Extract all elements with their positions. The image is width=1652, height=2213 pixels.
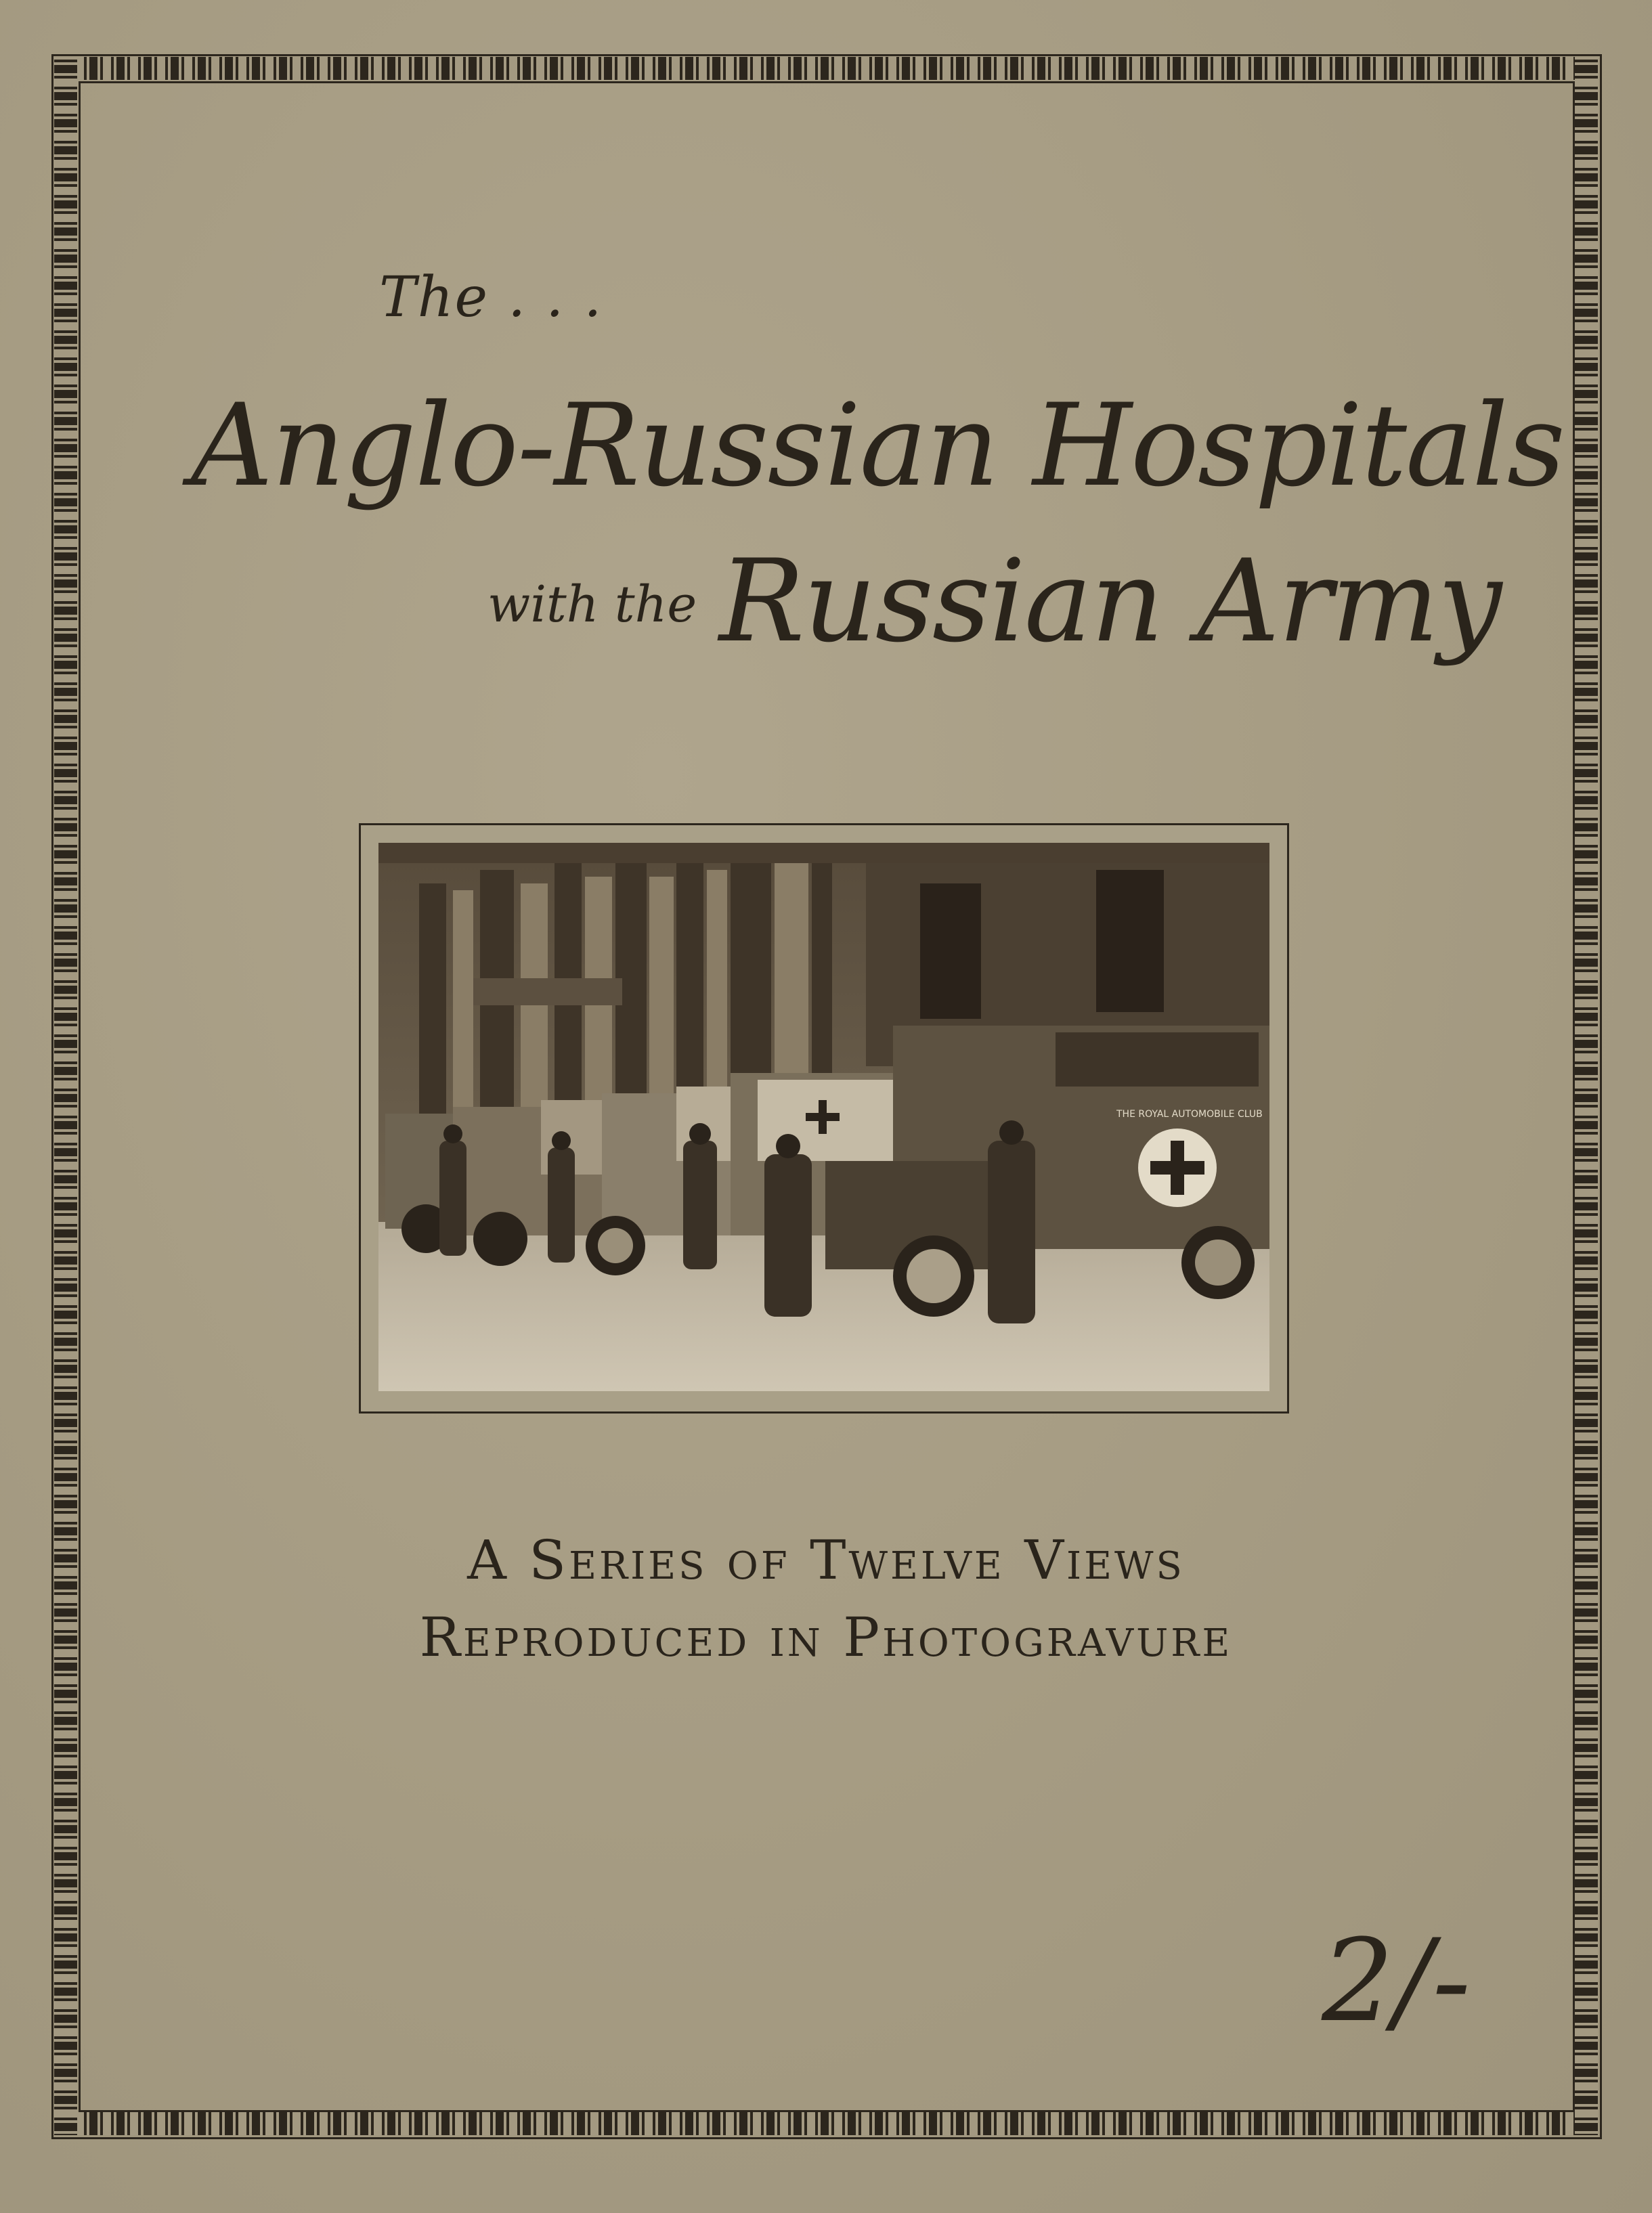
border-bottom: [54, 2112, 1598, 2135]
border-right: [1575, 57, 1598, 2135]
title-line-2: Russian Army: [719, 535, 1501, 667]
price-label: 2/-: [1322, 1914, 1471, 2047]
photograph-ambulances-icon: [378, 843, 1269, 1391]
subtitle-line-2: Reproduced in Photogravure: [419, 1606, 1233, 1669]
title-with: with the: [487, 575, 697, 634]
border-top: [54, 57, 1598, 80]
photo-frame: [359, 823, 1289, 1414]
title-prefix: The . . .: [379, 265, 603, 330]
subtitle-line-1: A Series of Twelve Views: [467, 1529, 1185, 1592]
vehicle-label: THE ROYAL AUTOMOBILE CLUB: [1116, 1109, 1263, 1120]
title-line-1: Anglo-Russian Hospitals: [191, 379, 1565, 512]
border-left: [54, 57, 77, 2135]
